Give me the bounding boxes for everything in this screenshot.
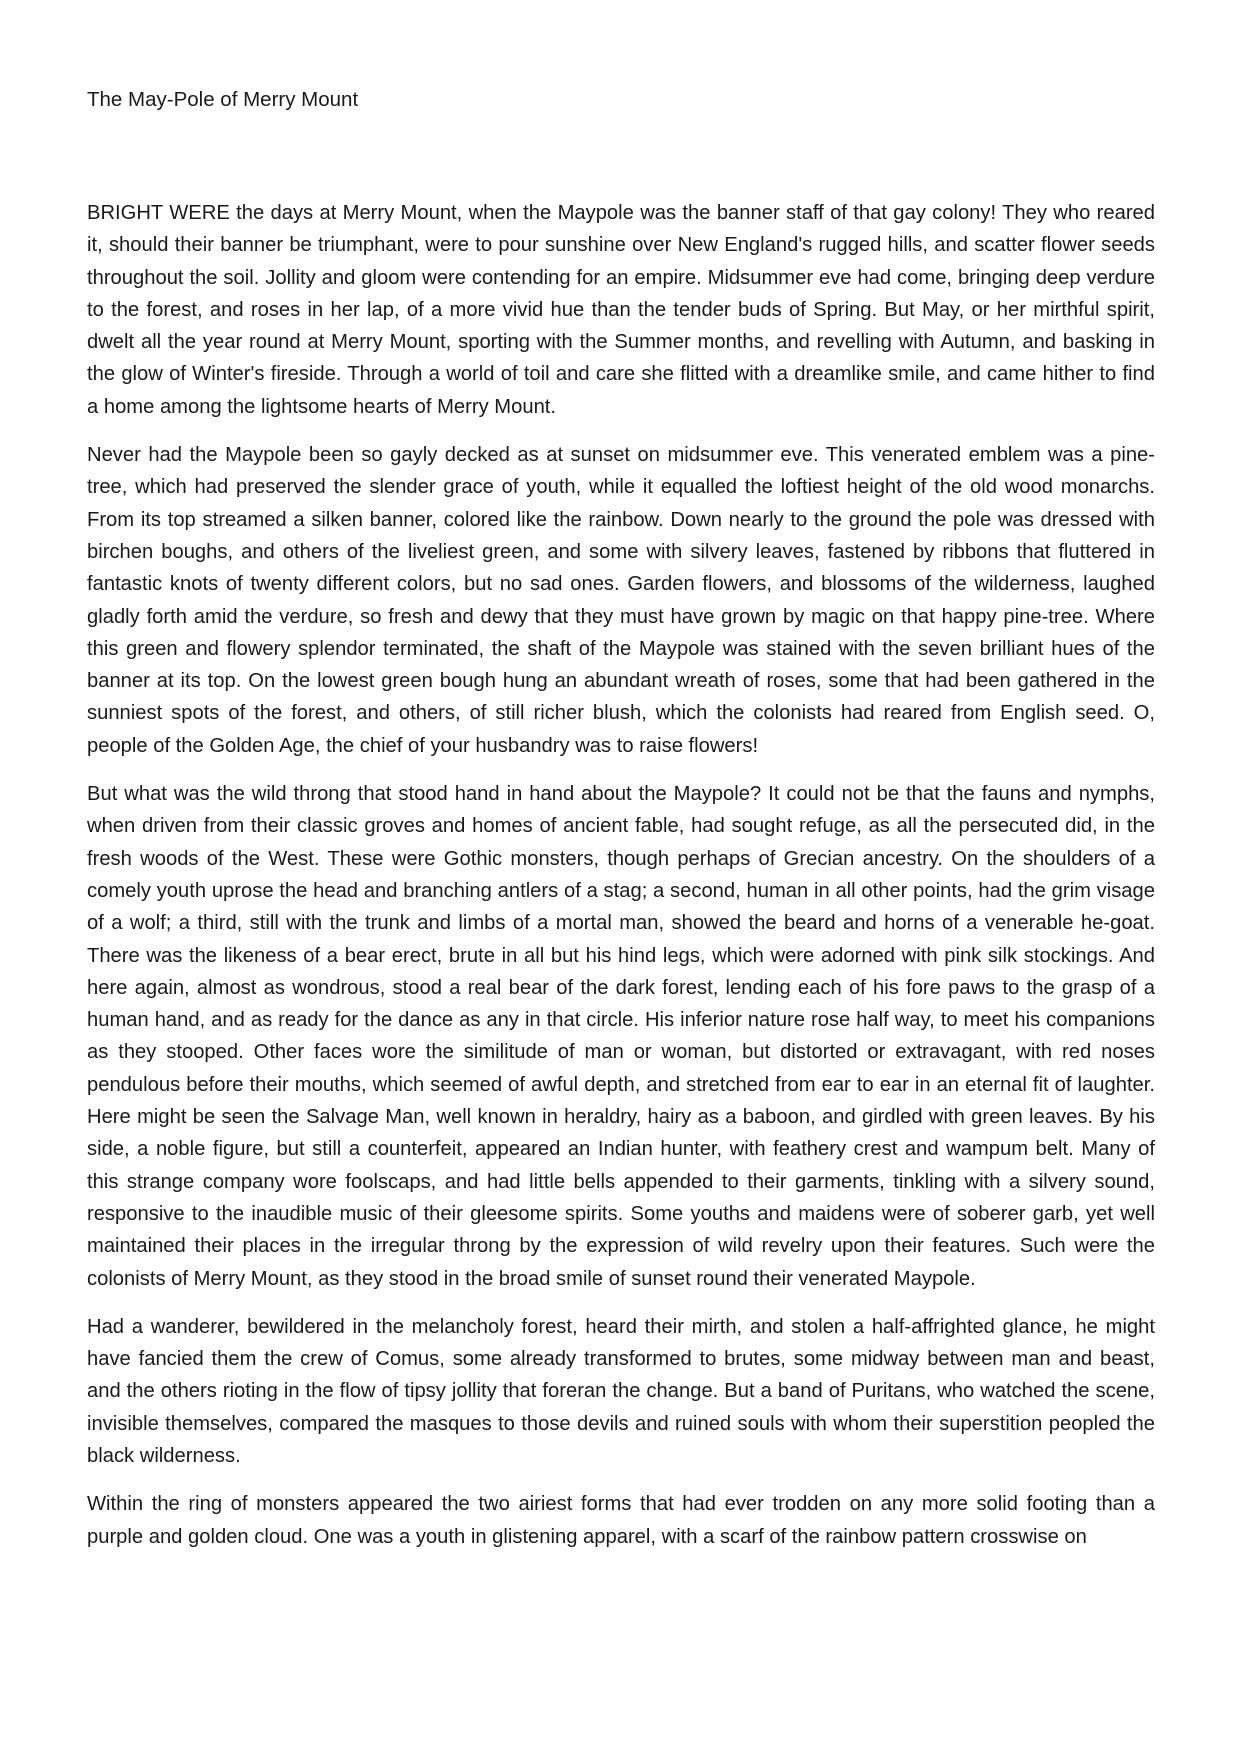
paragraph-3: But what was the wild throng that stood hand in hand about the Maypole? It could not be that the fauns and nymphs, when driven from their classic groves and homes of ancient fable, had sought refuge, as all the persecuted did, in the fresh woods of the West. These were Gothic monsters, though perhaps of Grecian ancestry. On the shoulders of a comely youth uprose the head and branching antlers of a stag; a second, human in all other points, had the grim visage of a wolf; a third, still with the trunk and limbs of a mortal man, showed the beard and horns of a venerable he-goat. There was the likeness of a bear erect, brute in all but his hind legs, which were adorned with pink silk stockings. And here again, almost as wondrous, stood a real bear of the dark forest, lending each of his fore paws to the grasp of a human hand, and as ready for the dance as any in that circle. His inferior nature rose half way, to meet his companions as they stooped. Other faces wore the similitude of man or woman, but distorted or extravagant, with red noses pendulous before their mouths, which seemed of awful depth, and stretched from ear to ear in an eternal fit of laughter. Here might be seen the Salvage Man, well known in heraldry, hairy as a baboon, and girdled with green leaves. By his side, a noble figure, but still a counterfeit, appeared an Indian hunter, with feathery crest and wampum belt. Many of this strange company wore foolscaps, and had little bells appended to their garments, tinkling with a silvery sound, responsive to the inaudible music of their gleesome spirits. Some youths and maidens were of soberer garb, yet well maintained their places in the irregular throng by the expression of wild revelry upon their features. Such were the colonists of Merry Mount, as they stood in the broad smile of sunset round their venerated Maypole.	[87, 783, 1155, 1290]
document-title: The May-Pole of Merry Mount	[87, 88, 359, 111]
paragraph-1: BRIGHT WERE the days at Merry Mount, when the Maypole was the banner staff of that gay colony! They who reared it, should their banner be triumphant, were to pour sunshine over New England's rugged hills, and scatter flower seeds throughout the soil. Jollity and gloom were contending for an empire. Midsummer eve had come, bringing deep verdure to the forest, and roses in her lap, of a more vivid hue than the tender buds of Spring. But May, or her mirthful spirit, dwelt all the year round at Merry Mount, sporting with the Summer months, and revelling with Autumn, and basking in the glow of Winter's fireside. Through a world of toil and care she flitted with a dreamlike smile, and came hither to find a home among the lightsome hearts of Merry Mount.	[87, 202, 1155, 418]
paragraph-2: Never had the Maypole been so gayly decked as at sunset on midsummer eve. This venerated emblem was a pine-tree, which had preserved the slender grace of youth, while it equalled the loftiest height of the old wood monarchs. From its top streamed a silken banner, colored like the rainbow. Down nearly to the ground the pole was dressed with birchen boughs, and others of the liveliest green, and some with silvery leaves, fastened by ribbons that fluttered in fantastic knots of twenty different colors, but no sad ones. Garden flowers, and blossoms of the wilderness, laughed gladly forth amid the verdure, so fresh and dewy that they must have grown by magic on that happy pine-tree. Where this green and flowery splendor terminated, the shaft of the Maypole was stained with the seven brilliant hues of the banner at its top. On the lowest green bough hung an abundant wreath of roses, some that had been gathered in the sunniest spots of the forest, and others, of still richer blush, which the colonists had reared from English seed. O, people of the Golden Age, the chief of your husbandry was to raise flowers!	[87, 444, 1155, 757]
paragraph-5: Within the ring of monsters appeared the two airiest forms that had ever trodden on any more solid footing than a purple and golden cloud. One was a youth in glistening apparel, with a scarf of the rainbow pattern crosswise on	[87, 1493, 1155, 1548]
paragraph-4: Had a wanderer, bewildered in the melancholy forest, heard their mirth, and stolen a half-affrighted glance, he might have fancied them the crew of Comus, some already transformed to brutes, some midway between man and beast, and the others rioting in the flow of tipsy jollity that foreran the change. But a band of Puritans, who watched the scene, invisible themselves, compared the masques to those devils and ruined souls with whom their superstition peopled the black wilderness.	[87, 1315, 1155, 1467]
document-page	[87, 86, 1155, 1569]
